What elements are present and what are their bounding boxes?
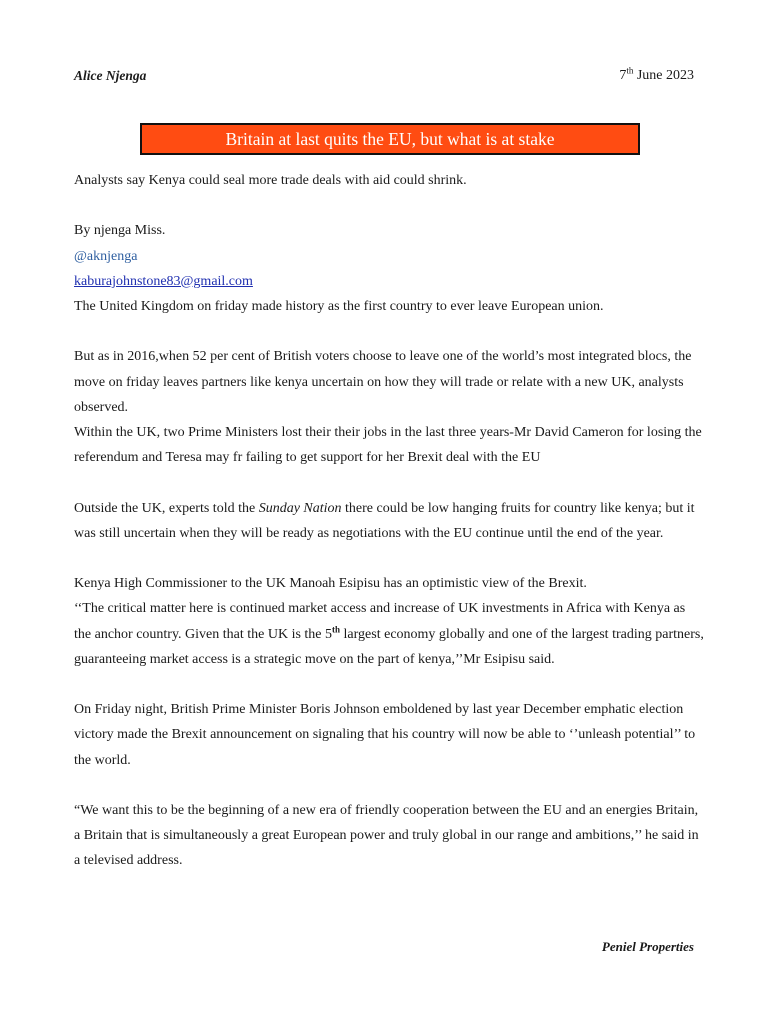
spacer: [74, 773, 704, 798]
paragraph-3: Within the UK, two Prime Ministers lost their their jobs in the last three years-Mr David Cameron for losing the referendum and Teresa may fr failing to get support for her Brexit deal with the EU: [74, 425, 702, 466]
headline-banner: [140, 123, 640, 155]
paragraph-6: [74, 596, 704, 672]
paragraph-4-start: Outside the UK, experts told the: [74, 500, 259, 516]
spacer: [74, 546, 704, 571]
spacer: [74, 672, 704, 697]
date-suffix: th: [626, 65, 634, 76]
paragraph-2: But as in 2016,when 52 per cent of British voters choose to leave one of the world’s most integrated blocs, the move on friday leaves partners like kenya uncertain on how they will trade or relate with a new UK, analysts observed.: [74, 349, 692, 415]
paragraph-6-end: largest economy globally and one of the largest trading partners, guaranteeing market access is a strategic move on the part of kenya,’’Mr Esipisu said.: [74, 626, 704, 667]
footer-company: Peniel Properties: [601, 939, 694, 954]
date-rest: June 2023: [633, 68, 694, 83]
spacer: [74, 470, 704, 495]
document-date: [619, 65, 694, 84]
twitter-handle-link[interactable]: @aknjenga: [74, 248, 138, 264]
paragraph-6-start: ‘‘The critical matter here is continued market access and increase of UK investments in Africa with Kenya as the anchor country. Given that the UK is the 5: [74, 601, 686, 642]
paragraph-7: On Friday night, British Prime Minister Boris Johnson emboldened by last year December emphatic election victory made the Brexit announcement on signaling that his country will now be able to ‘’unleash potential’’ to the world.: [74, 702, 696, 768]
email-link[interactable]: kaburajohnstone83@gmail.com: [74, 273, 253, 289]
article-body: [74, 168, 704, 874]
newspaper-name: Sunday Nation: [258, 500, 342, 516]
author-name: Alice Njenga: [74, 68, 147, 83]
paragraph-8: “We want this to be the beginning of a new era of friendly cooperation between the EU and an energies Britain, a Britain that is simultaneously a great European power and truly global in our range and ambitions,’’ he said in a televised address.: [74, 802, 699, 869]
paragraph-4-end: there could be low hanging fruits for country like kenya; but it was still uncertain when they will be ready as negotiations with the EU continue until the end of the year.: [74, 500, 695, 541]
spacer: [74, 319, 704, 344]
spacer: [74, 193, 704, 218]
paragraph-5: Kenya High Commissioner to the UK Manoah Esipisu has an optimistic view of the Brexit.: [74, 576, 587, 592]
ordinal-suffix: th: [332, 623, 341, 634]
article-subtitle: Analysts say Kenya could seal more trade deals with aid could shrink.: [74, 173, 467, 188]
paragraph-1: The United Kingdom on friday made history as the first country to ever leave European union.: [74, 299, 604, 314]
paragraph-4: [74, 496, 704, 546]
byline-author: By njenga Miss.: [74, 223, 166, 239]
headline-title: Britain at last quits the EU, but what is at stake: [225, 128, 555, 149]
date-day: 7: [619, 68, 627, 83]
